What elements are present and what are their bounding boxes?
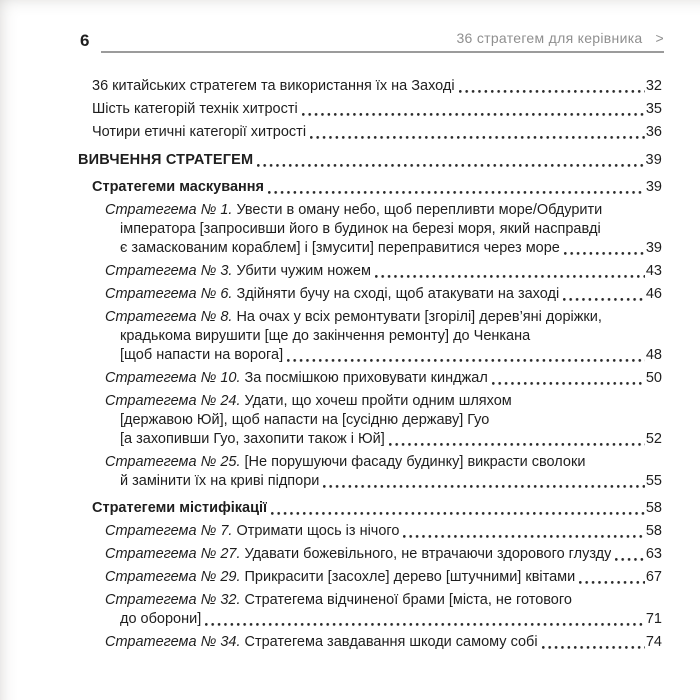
page-header xyxy=(0,0,700,53)
dot-leader xyxy=(459,77,645,96)
toc-entry-text: Стратегема № 6. Здійняти бучу на сході, щоб атакувати на заході xyxy=(105,286,560,302)
toc-page-ref: 39 xyxy=(645,240,662,256)
stratagem-number-prefix: Стратегема № 8. xyxy=(105,309,237,325)
toc-entry-leader-line xyxy=(105,430,662,449)
running-title: 36 стратегем для керівника xyxy=(456,30,643,46)
stratagem-number-prefix: Стратегема № 29. xyxy=(105,569,245,585)
toc-entry-text: Стратегема № 7. Отримати щось із нічого xyxy=(105,523,400,539)
toc-entry-text: Стратегема № 25. [Не порушуючи фасаду будинку] викрасти сволоки xyxy=(105,454,586,470)
toc-entry xyxy=(105,201,662,258)
toc-entry-text: Чотири етичні категорії хитрості xyxy=(92,124,307,140)
toc-page-ref: 67 xyxy=(645,569,662,585)
toc-entry-text: до оборони] xyxy=(120,611,202,627)
toc-entry-text: є замаскованим кораблем] і [змусити] переправитися через море xyxy=(120,240,560,256)
toc-entry-line xyxy=(105,453,662,472)
toc-entry-leader-line xyxy=(105,285,662,304)
toc-entry-text: Шість категорій технік хитрості xyxy=(92,101,298,117)
toc-entry-text: Стратегема № 3. Убити чужим ножем xyxy=(105,263,371,279)
toc-entry xyxy=(92,77,662,96)
toc-entry xyxy=(105,262,662,281)
toc-entry-line xyxy=(105,591,662,610)
dot-leader xyxy=(563,285,645,304)
toc-entry-text: Стратегема № 27. Удавати божевільного, не втрачаючи здорового глузду xyxy=(105,546,612,562)
toc-entry-text: [щоб напасти на ворога] xyxy=(120,347,284,363)
toc-entry-leader-line xyxy=(105,568,662,587)
toc-entry-line xyxy=(105,411,662,430)
dot-leader xyxy=(542,633,645,652)
toc-page-ref: 71 xyxy=(645,611,662,627)
toc-entry xyxy=(92,499,662,518)
dot-leader xyxy=(205,610,645,629)
toc-entry-leader-line xyxy=(92,123,662,142)
toc-entry xyxy=(105,591,662,629)
toc-entry-leader-line xyxy=(92,499,662,518)
toc-entry xyxy=(105,522,662,541)
toc-page-ref: 32 xyxy=(645,78,662,94)
toc-entry-leader-line xyxy=(92,100,662,119)
toc-entry-text: й замінити їх на криві підпори xyxy=(120,473,320,489)
toc-page-ref: 55 xyxy=(645,473,662,489)
toc-entry xyxy=(105,369,662,388)
toc-entry xyxy=(92,100,662,119)
page-number: 6 xyxy=(80,31,90,50)
stratagem-number-prefix: Стратегема № 32. xyxy=(105,592,245,608)
dot-leader xyxy=(375,262,645,281)
toc-page-ref: 43 xyxy=(645,263,662,279)
toc-list xyxy=(0,53,700,652)
toc-entry xyxy=(92,178,662,197)
toc-page-ref: 39 xyxy=(645,152,662,168)
toc-entry-leader-line xyxy=(105,472,662,491)
stratagem-number-prefix: Стратегема № 3. xyxy=(105,263,237,279)
dot-leader xyxy=(389,430,645,449)
toc-entry-leader-line xyxy=(92,178,662,197)
toc-entry xyxy=(92,123,662,142)
toc-entry-leader-line xyxy=(105,610,662,629)
toc-entry xyxy=(105,453,662,491)
toc-page-ref: 39 xyxy=(645,179,662,195)
stratagem-number-prefix: Стратегема № 25. xyxy=(105,454,245,470)
stratagem-number-prefix: Стратегема № 7. xyxy=(105,523,237,539)
toc-entry-line xyxy=(105,201,662,220)
toc-entry-text: Стратегема № 24. Удати, що хочеш пройти одним шляхом xyxy=(105,393,512,409)
toc-entry-text: Стратегеми містифікації xyxy=(92,500,268,516)
header-rule xyxy=(101,30,664,53)
dot-leader xyxy=(564,239,645,258)
stratagem-number-prefix: Стратегема № 10. xyxy=(105,370,245,386)
toc-entry-text: [а захопивши Гуо, захопити також і Юй] xyxy=(120,431,385,447)
dot-leader xyxy=(403,522,644,541)
toc-entry-line xyxy=(105,220,662,239)
dot-leader xyxy=(615,545,644,564)
stratagem-number-prefix: Стратегема № 24. xyxy=(105,393,245,409)
toc-entry-text: Стратегема № 1. Увести в оману небо, щоб перепливти море/Обдурити xyxy=(105,202,603,218)
toc-entry-text: ВИВЧЕННЯ СТРАТЕГЕМ xyxy=(78,152,254,168)
toc-entry xyxy=(78,151,662,170)
toc-entry-line xyxy=(105,327,662,346)
toc-entry-text: Стратегема № 29. Прикрасити [засохле] дерево [штучними] квітами xyxy=(105,569,576,585)
toc-entry-text: Стратегема № 32. Стратегема відчиненої брами [міста, не готового xyxy=(105,592,572,608)
dot-leader xyxy=(492,369,645,388)
toc-entry-line xyxy=(105,308,662,327)
toc-entry-text: [державою Юй], щоб напасти на [сусідню державу] Гуо xyxy=(120,412,490,428)
toc-entry-leader-line xyxy=(105,545,662,564)
toc-page-ref: 46 xyxy=(645,286,662,302)
dot-leader xyxy=(302,100,645,119)
toc-entry-text: Стратегема № 10. За посмішкою приховувати кинджал xyxy=(105,370,488,386)
toc-page-ref: 58 xyxy=(645,500,662,516)
toc-entry xyxy=(105,308,662,365)
dot-leader xyxy=(271,499,645,518)
dot-leader xyxy=(268,178,645,197)
toc-entry-text: Стратегема № 8. На очах у всіх ремонтувати [згорілі] дерев’яні доріжки, xyxy=(105,309,602,325)
dot-leader xyxy=(257,151,644,170)
toc-entry-text: імператора [запросивши його в будинок на березі моря, який насправді xyxy=(120,221,601,237)
toc-entry-text: Стратегеми маскування xyxy=(92,179,264,195)
toc-entry-line xyxy=(105,392,662,411)
toc-entry-text: крадькома вирушити [ще до закінчення ремонту] до Ченкана xyxy=(120,328,531,344)
toc-entry-text: Стратегема № 34. Стратегема завдавання шкоди самому собі xyxy=(105,634,538,650)
toc-entry-leader-line xyxy=(78,151,662,170)
dot-leader xyxy=(310,123,645,142)
stratagem-number-prefix: Стратегема № 1. xyxy=(105,202,237,218)
toc-entry-text: 36 китайських стратегем та використання їх на Заході xyxy=(92,78,455,94)
toc-page-ref: 48 xyxy=(645,347,662,363)
toc-page-ref: 52 xyxy=(645,431,662,447)
toc-entry xyxy=(105,392,662,449)
stratagem-number-prefix: Стратегема № 6. xyxy=(105,286,237,302)
chevron-right-icon: > xyxy=(655,30,664,46)
toc-entry xyxy=(105,285,662,304)
toc-entry-leader-line xyxy=(105,369,662,388)
toc-entry-leader-line xyxy=(105,262,662,281)
toc-entry xyxy=(105,568,662,587)
toc-page-ref: 35 xyxy=(645,101,662,117)
toc-entry xyxy=(105,545,662,564)
toc-entry-leader-line xyxy=(105,239,662,258)
toc-entry-leader-line xyxy=(92,77,662,96)
toc-page-ref: 50 xyxy=(645,370,662,386)
dot-leader xyxy=(323,472,644,491)
toc-entry xyxy=(105,633,662,652)
toc-entry-leader-line xyxy=(105,346,662,365)
toc-entry-leader-line xyxy=(105,522,662,541)
toc-page-ref: 63 xyxy=(645,546,662,562)
toc-page-ref: 74 xyxy=(645,634,662,650)
stratagem-number-prefix: Стратегема № 27. xyxy=(105,546,245,562)
stratagem-number-prefix: Стратегема № 34. xyxy=(105,634,245,650)
dot-leader xyxy=(287,346,645,365)
toc-entry-leader-line xyxy=(105,633,662,652)
toc-page-ref: 58 xyxy=(645,523,662,539)
dot-leader xyxy=(579,568,645,587)
toc-page-ref: 36 xyxy=(645,124,662,140)
